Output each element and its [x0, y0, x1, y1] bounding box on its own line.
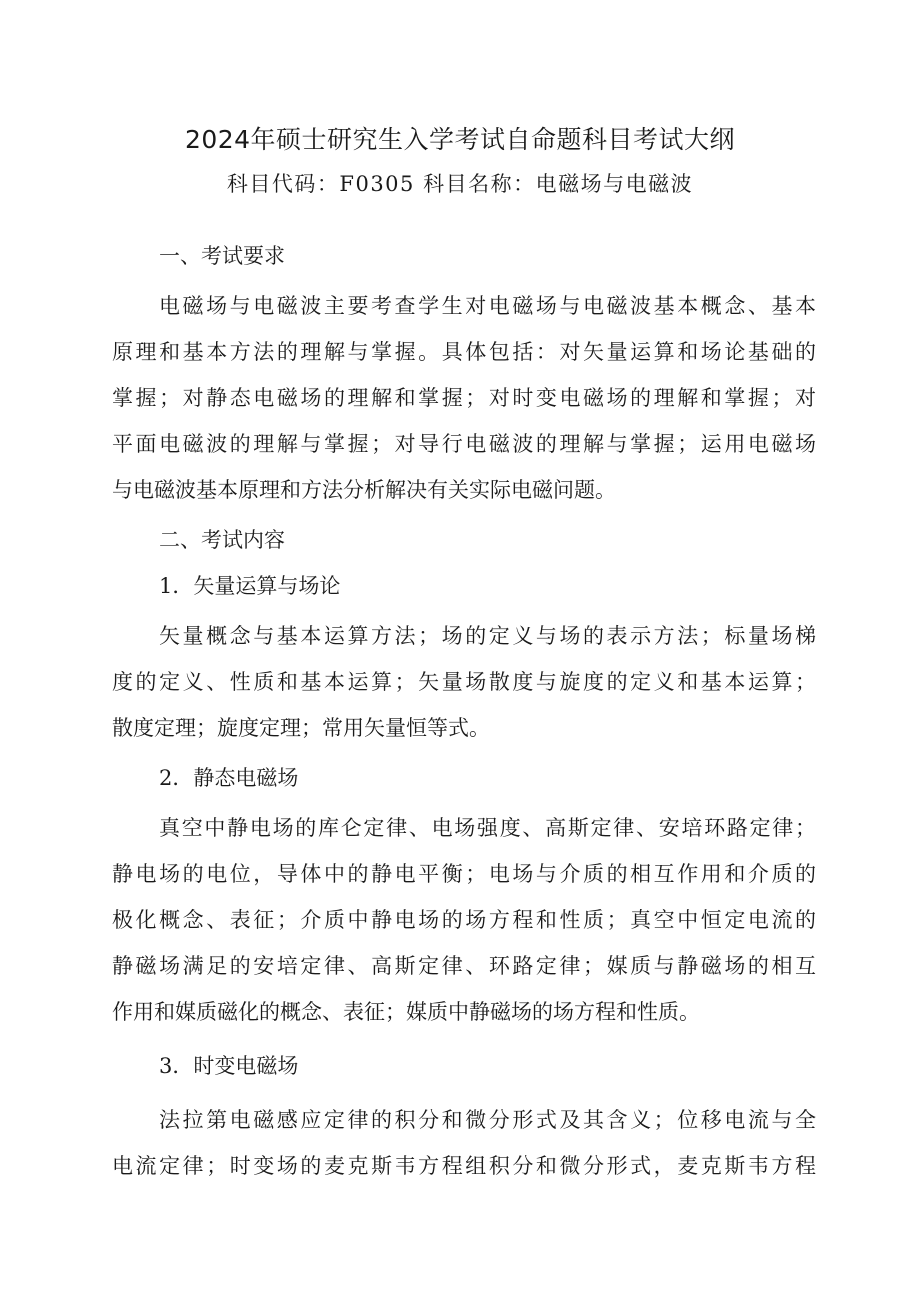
paragraph-static-field — [112, 805, 816, 1035]
paragraph-line: 极化概念、表征；介质中静电场的场方程和性质；真空中恒定电流的 — [112, 908, 816, 932]
paragraph-vector — [112, 613, 816, 751]
paragraph-time-varying-field — [112, 1097, 816, 1189]
subsection-heading-time-varying-field: 3．时变电磁场 — [159, 1054, 299, 1078]
document-body — [112, 233, 816, 1189]
section-heading-content: 二、考试内容 — [159, 528, 285, 552]
paragraph-line: 平面电磁波的理解与掌握；对导行电磁波的理解与掌握；运用电磁场 — [112, 432, 816, 456]
paragraph-line: 作用和媒质磁化的概念、表征；媒质中静磁场的场方程和性质。 — [112, 1000, 700, 1024]
paragraph-line: 原理和基本方法的理解与掌握。具体包括：对矢量运算和场论基础的 — [112, 340, 816, 364]
paragraph-line: 静磁场满足的安培定律、高斯定律、环路定律；媒质与静磁场的相互 — [112, 954, 816, 978]
subsection-heading-static-field: 2．静态电磁场 — [159, 766, 299, 790]
section-heading-requirements: 一、考试要求 — [159, 244, 285, 268]
subsection-heading-vector: 1．矢量运算与场论 — [159, 574, 341, 598]
paragraph-line: 与电磁波基本原理和方法分析解决有关实际电磁问题。 — [112, 478, 616, 502]
subject-code-and-name: 科目代码：F0305 科目名称：电磁场与电磁波 — [226, 172, 694, 196]
paragraph-line: 静电场的电位，导体中的静电平衡；电场与介质的相互作用和介质的 — [112, 862, 816, 886]
paragraph-line: 矢量概念与基本运算方法；场的定义与场的表示方法；标量场梯 — [159, 624, 816, 648]
paragraph-line: 电磁场与电磁波主要考查学生对电磁场与电磁波基本概念、基本 — [159, 294, 816, 318]
paragraph-line: 散度定理；旋度定理；常用矢量恒等式。 — [112, 716, 490, 740]
document-title: 2024年硕士研究生入学考试自命题科目考试大纲 — [184, 125, 736, 154]
paragraph-line: 法拉第电磁感应定律的积分和微分形式及其含义；位移电流与全 — [159, 1108, 816, 1132]
paragraph-line: 真空中静电场的库仑定律、电场强度、高斯定律、安培环路定律； — [159, 816, 816, 840]
paragraph-line: 电流定律；时变场的麦克斯韦方程组积分和微分形式，麦克斯韦方程 — [112, 1154, 816, 1178]
paragraph-requirements — [112, 283, 816, 513]
paragraph-line: 度的定义、性质和基本运算；矢量场散度与旋度的定义和基本运算； — [112, 670, 816, 694]
paragraph-line: 掌握；对静态电磁场的理解和掌握；对时变电磁场的理解和掌握；对 — [112, 386, 816, 410]
